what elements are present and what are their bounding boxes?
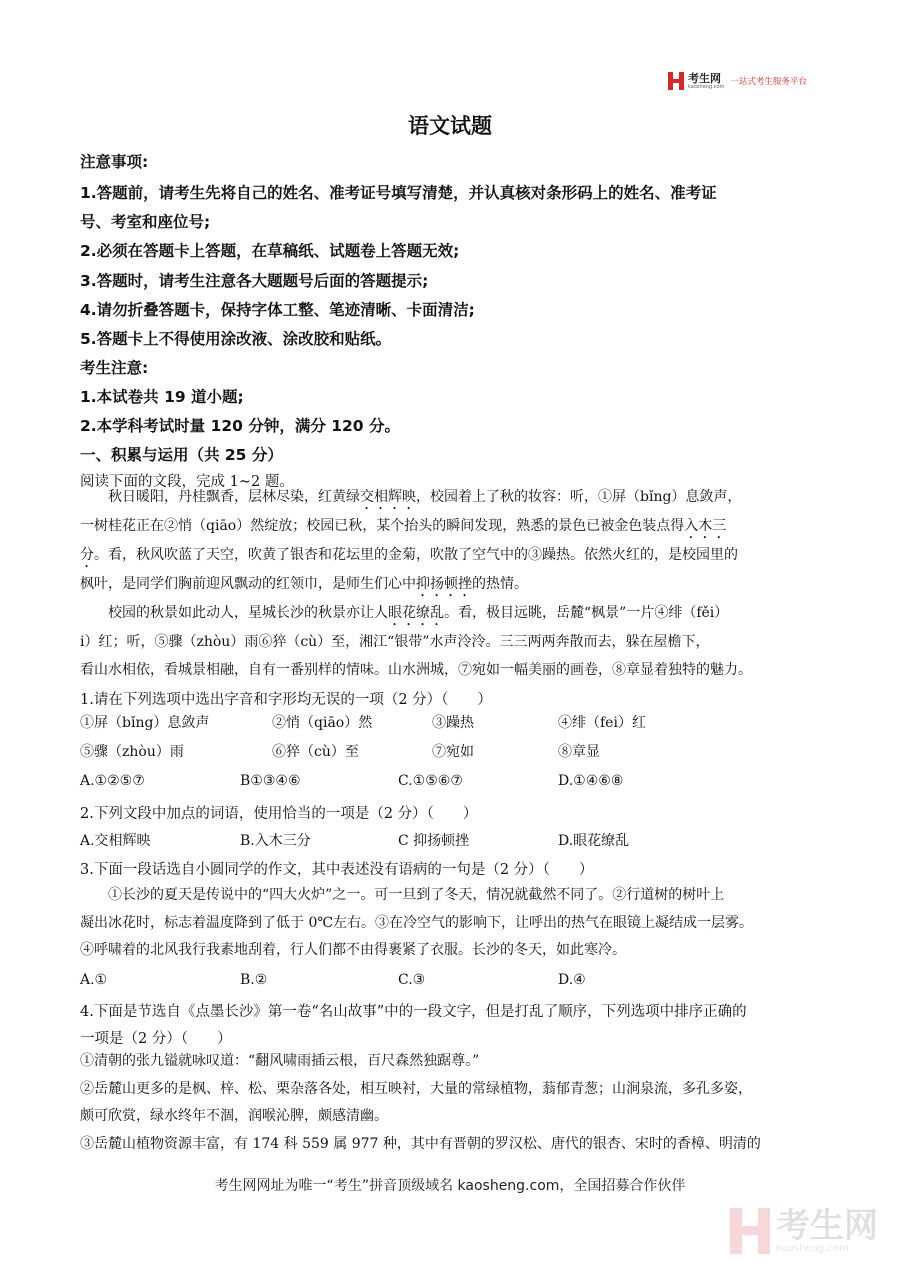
passage-line: 分。看，秋风吹蓝了天空，吹黄了银杏和花坛里的金菊，吹散了空气中的③躁热。依然火红的，是校园里的 bbox=[80, 547, 738, 563]
q1-item: ⑤骤（zhòu）雨 bbox=[80, 744, 184, 760]
passage-line: i）红；听，⑤骤（zhòu）雨⑥猝（cù）至，湘江“银带”水声泠泠。三三两两奔散而去，躲在屋檐下， bbox=[80, 634, 710, 650]
question-4-stem: 4.下面是节选自《点墨长沙》第一卷“名山故事”中的一段文字，但是打乱了顺序，下列选项中排序正确的 bbox=[80, 1004, 747, 1020]
question-3-stem: 3.下面一段话选自小圆同学的作文，其中表述没有语病的一句是（2 分）（ ） bbox=[80, 862, 594, 878]
q1-item: ⑧章显 bbox=[558, 744, 600, 760]
brand-name: 考生网 bbox=[688, 71, 721, 85]
header-logo bbox=[668, 70, 807, 92]
q4-item: 颇可欣赏，绿水终年不涸，润喉沁脾，颇感清幽。 bbox=[80, 1108, 388, 1124]
passage-line: ④呼啸着的北风我行我素地刮着，行人们都不由得裹紧了衣服。长沙的冬天，如此寒冷。 bbox=[80, 942, 626, 958]
candidate-heading: 考生注意: bbox=[80, 359, 149, 377]
passage-line: 一树桂花正在②悄（qiāo）然绽放；校园已秋，某个抬头的瞬间发现，熟悉的景色已被金色装点得入木三 bbox=[80, 518, 727, 534]
watermark-text: 考生网 bbox=[776, 1206, 878, 1246]
question-3-options bbox=[80, 972, 820, 998]
q4-item: ②岳麓山更多的是枫、梓、松、栗杂落各处，相互映衬，大量的常绿植物，蓊郁青葱；山涧泉流，多孔多姿， bbox=[80, 1080, 752, 1097]
question-1-options bbox=[80, 773, 820, 799]
passage-line: ①长沙的夏天是传说中的“四大火炉”之一。可一旦到了冬天，情况就截然不同了。②行道树的树叶上 bbox=[80, 887, 725, 903]
q4-item: ①清朝的张九镒就咏叹道：“翻风啸雨插云根，百尺森然独踞尊。” bbox=[80, 1053, 480, 1069]
q1-item: ③躁热 bbox=[432, 715, 474, 731]
question-2-stem: 2.下列文段中加点的词语，使用恰当的一项是（2 分）（ ） bbox=[80, 806, 478, 822]
watermark-logo-icon bbox=[730, 1208, 770, 1254]
q2-option-c[interactable]: C 抑扬顿挫 bbox=[398, 833, 470, 849]
watermark bbox=[730, 1208, 878, 1254]
notice-item: 2.必须在答题卡上答题，在草稿纸、试题卷上答题无效; bbox=[80, 242, 460, 260]
notice-heading: 注意事项: bbox=[80, 153, 149, 171]
question-1-items-row bbox=[80, 712, 820, 738]
notice-item: 号、考室和座位号; bbox=[80, 213, 211, 231]
q3-option-b[interactable]: B.② bbox=[240, 972, 268, 988]
q3-option-c[interactable]: C.③ bbox=[398, 972, 426, 988]
q1-option-c[interactable]: C.①⑤⑥⑦ bbox=[398, 773, 463, 789]
question-1-stem: 1.请在下列选项中选出字音和字形均无误的一项（2 分）（ ） bbox=[80, 692, 492, 708]
question-2-options bbox=[80, 830, 820, 856]
watermark-url: kaosheng.com bbox=[776, 1243, 849, 1254]
reading-passage bbox=[80, 484, 820, 684]
q3-option-d[interactable]: D.④ bbox=[558, 972, 586, 988]
q1-option-a[interactable]: A.①②⑤⑦ bbox=[80, 773, 145, 789]
section-intro: 阅读下面的文段，完成 1~2 题。 bbox=[80, 474, 294, 490]
page-title: 语文试题 bbox=[408, 114, 492, 138]
passage-line: 凝出冰花时，标志着温度降到了低于 0℃左右。③在冷空气的影响下，让呼出的热气在眼镜上凝结成一层雾。 bbox=[80, 914, 754, 931]
question-3-passage bbox=[80, 882, 820, 965]
section-heading: 一、积累与运用（共 25 分） bbox=[80, 446, 283, 464]
q1-item: ④绯（fei）红 bbox=[558, 715, 646, 731]
q1-option-b[interactable]: B①③④⑥ bbox=[240, 773, 301, 789]
candidate-item: 1.本试卷共 19 道小题; bbox=[80, 388, 244, 406]
notice-item: 4.请勿折叠答题卡，保持字体工整、笔迹清晰、卡面清洁; bbox=[80, 301, 475, 319]
q2-option-a[interactable]: A.交相辉映 bbox=[80, 833, 151, 849]
q1-item: ⑦宛如 bbox=[432, 744, 474, 760]
brand-mark-icon bbox=[668, 72, 684, 90]
notice-item: 5.答题卡上不得使用涂改液、涂改胶和贴纸。 bbox=[80, 330, 392, 348]
passage-line: 秋日暖阳，丹桂飘香，层林尽染，红黄绿交相辉映，校园着上了秋的妆容：听，①屏（bǐng）息敛声， bbox=[80, 489, 742, 505]
q2-option-b[interactable]: B.入木三分 bbox=[240, 833, 311, 849]
question-4-items bbox=[80, 1048, 820, 1158]
passage-line: 看山水相依，看城景相融，自有一番别样的情味。山水洲城，⑦宛如一幅美丽的画卷，⑧章显着独特的魅力。 bbox=[80, 661, 752, 678]
q1-item: ②悄（qiāo）然 bbox=[272, 715, 373, 731]
q1-item: ⑥猝（cù）至 bbox=[272, 744, 359, 760]
q3-option-a[interactable]: A.① bbox=[80, 972, 108, 988]
brand-slogan: 一站式考生服务平台 bbox=[730, 77, 807, 87]
notice-item: 1.答题前，请考生先将自己的姓名、准考证号填写清楚，并认真核对条形码上的姓名、准考证 bbox=[80, 184, 717, 202]
q1-item: ①屏（bǐng）息敛声 bbox=[80, 715, 210, 731]
q4-item: ③岳麓山植物资源丰富，有 174 科 559 属 977 种，其中有晋朝的罗汉松、唐代的银杏、宋时的香樟、明清的 bbox=[80, 1135, 761, 1152]
passage-line: 校园的秋景如此动人，星城长沙的秋景亦让人眼花缭乱。看，极目远眺，岳麓“枫景”一片④绯（fěi） bbox=[80, 605, 729, 621]
question-1-items-row bbox=[80, 741, 820, 767]
brand-url: kaosheng.com bbox=[688, 83, 725, 90]
candidate-item: 2.本学科考试时量 120 分钟，满分 120 分。 bbox=[80, 417, 400, 435]
page-footer: 考生网网址为唯一“考生”拼音顶级域名 kaosheng.com，全国招募合作伙伴 bbox=[214, 1178, 686, 1194]
q2-option-d[interactable]: D.眼花缭乱 bbox=[558, 833, 630, 849]
q1-option-d[interactable]: D.①④⑥⑧ bbox=[558, 773, 624, 789]
notice-item: 3.答题时，请考生注意各大题题号后面的答题提示; bbox=[80, 272, 429, 290]
passage-line: 枫叶，是同学们胸前迎风飘动的红领巾，是师生们心中抑扬顿挫的热情。 bbox=[80, 576, 528, 592]
question-4-stem: 一项是（2 分）（ ） bbox=[80, 1031, 232, 1047]
